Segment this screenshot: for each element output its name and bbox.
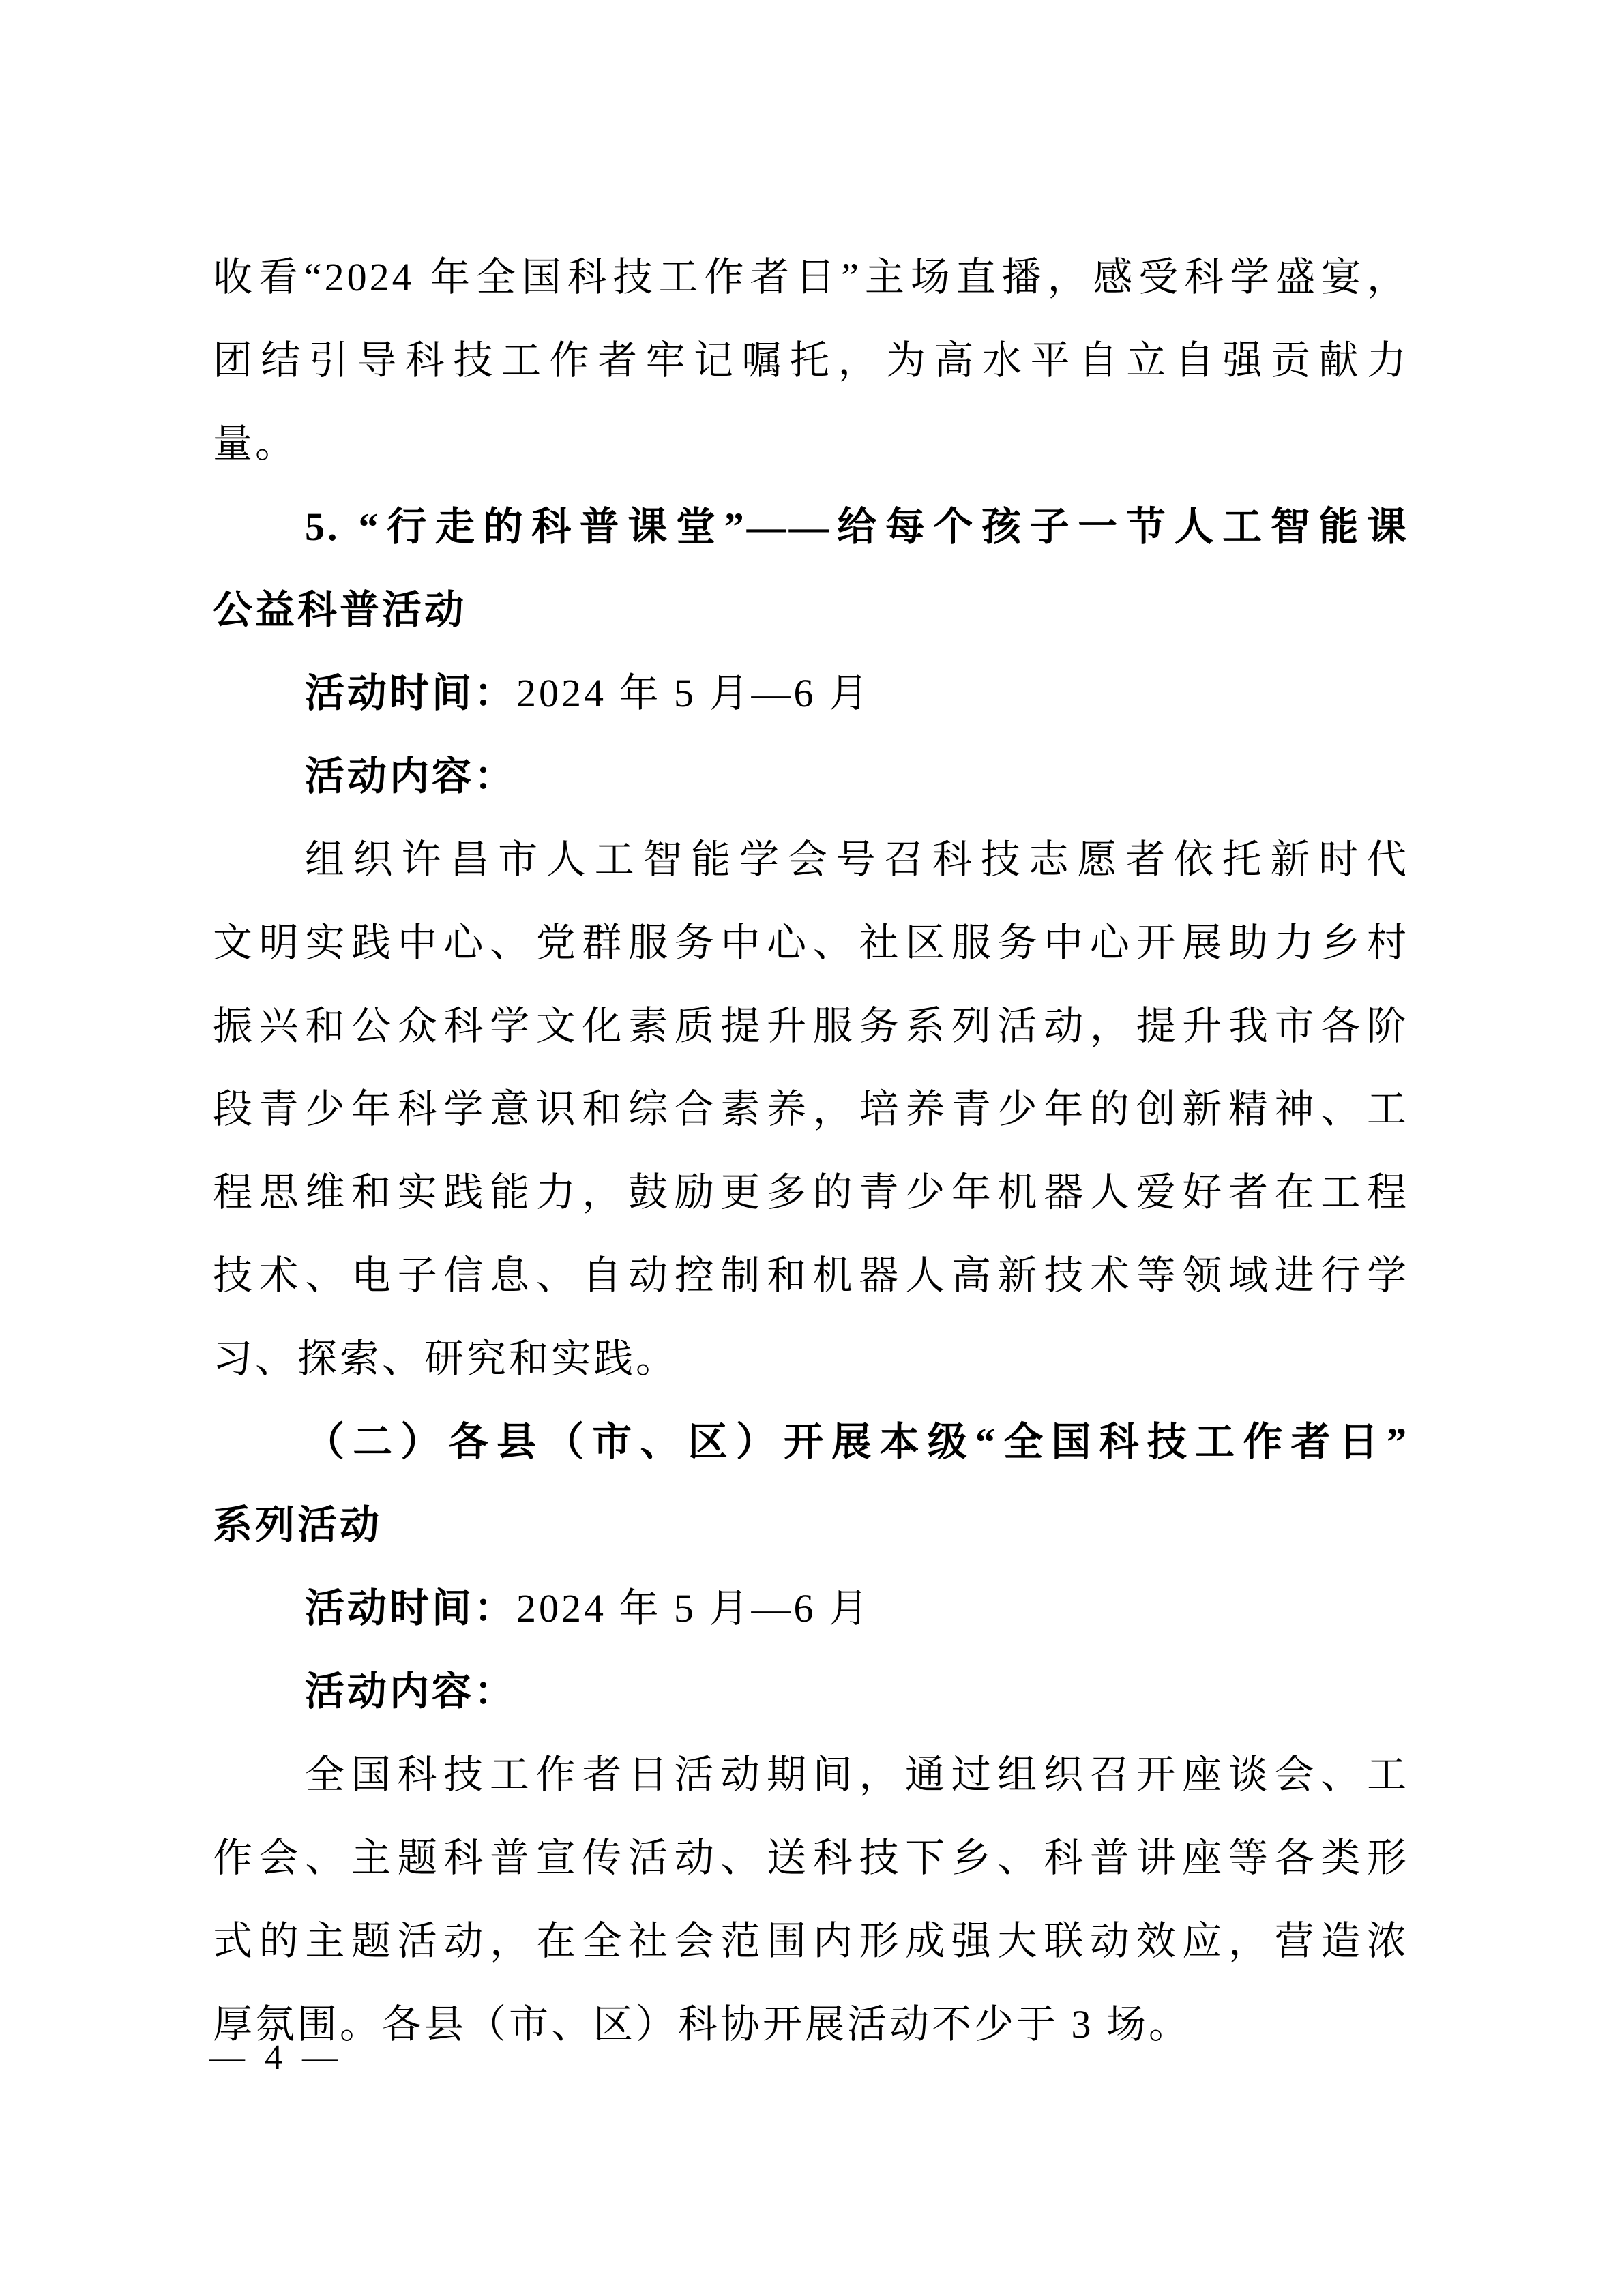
text-line-19-body (213, 1733, 1409, 1817)
text-line-5-heading (213, 569, 1409, 652)
line-text: 组织许昌市人工智能学会号召科技志愿者依托新时代 (305, 837, 1409, 882)
line-text: 作会、主题科普宣传活动、送科技下乡、科普讲座等各类形 (213, 1836, 1409, 1880)
text-line-8-body (213, 818, 1409, 901)
text-line-6-label (213, 652, 1409, 735)
line-label: 活动时间： (305, 671, 517, 715)
line-text: 活动内容： (305, 1669, 517, 1714)
line-text: 程思维和实践能力，鼓励更多的青少年机器人爱好者在工程 (213, 1170, 1409, 1214)
text-line-1-body (213, 236, 1409, 319)
text-line-11-body (213, 1068, 1409, 1151)
text-line-13-body (213, 1234, 1409, 1317)
line-text: 5. “行走的科普课堂”——给每个孩子一节人工智能课 (305, 505, 1409, 549)
text-line-22-body (213, 1983, 1409, 2066)
text-line-21-body (213, 1900, 1409, 1983)
line-text: 系列活动 (213, 1503, 383, 1547)
text-line-15-heading (213, 1401, 1409, 1484)
text-line-16-heading (213, 1484, 1409, 1567)
text-line-14-body (213, 1317, 1409, 1401)
text-line-4-heading (213, 486, 1409, 569)
line-text: （二）各县（市、区）开展本级“全国科技工作者日” (305, 1420, 1409, 1464)
text-line-2-body (213, 319, 1409, 402)
text-line-18-label (213, 1650, 1409, 1733)
line-text: 技术、电子信息、自动控制和机器人高新技术等领域进行学 (213, 1253, 1409, 1298)
line-text: 式的主题活动，在全社会范围内形成强大联动效应，营造浓 (213, 1919, 1409, 1963)
line-text: 2024 年 5 月—6 月 (516, 1586, 872, 1630)
line-text: 振兴和公众科学文化素质提升服务系列活动，提升我市各阶 (213, 1004, 1409, 1048)
line-text: 公益科普活动 (213, 588, 467, 632)
line-text: 段青少年科学意识和综合素养，培养青少年的创新精神、工 (213, 1087, 1409, 1131)
line-text: 文明实践中心、党群服务中心、社区服务中心开展助力乡村 (213, 921, 1409, 965)
line-text: 收看“2024 年全国科技工作者日”主场直播，感受科学盛宴， (213, 255, 1409, 299)
line-text: 团结引导科技工作者牢记嘱托，为高水平自立自强贡献力 (213, 338, 1409, 383)
line-text: 厚氛围。各县（市、区）科协开展活动不少于 3 场。 (213, 2002, 1192, 2046)
document-body (213, 236, 1409, 2066)
text-line-17-label (213, 1567, 1409, 1650)
line-text: 习、探索、研究和实践。 (213, 1337, 679, 1381)
line-text: 2024 年 5 月—6 月 (516, 671, 872, 715)
text-line-7-label (213, 735, 1409, 818)
line-text: 全国科技工作者日活动期间，通过组织召开座谈会、工 (305, 1753, 1409, 1797)
line-text: 量。 (213, 421, 298, 466)
text-line-3-body (213, 402, 1409, 486)
text-line-20-body (213, 1817, 1409, 1900)
text-line-10-body (213, 985, 1409, 1068)
line-text: 活动内容： (305, 754, 517, 799)
page-number: — 4 — (209, 2038, 343, 2077)
text-line-9-body (213, 901, 1409, 985)
text-line-12-body (213, 1151, 1409, 1234)
line-label: 活动时间： (305, 1586, 517, 1630)
